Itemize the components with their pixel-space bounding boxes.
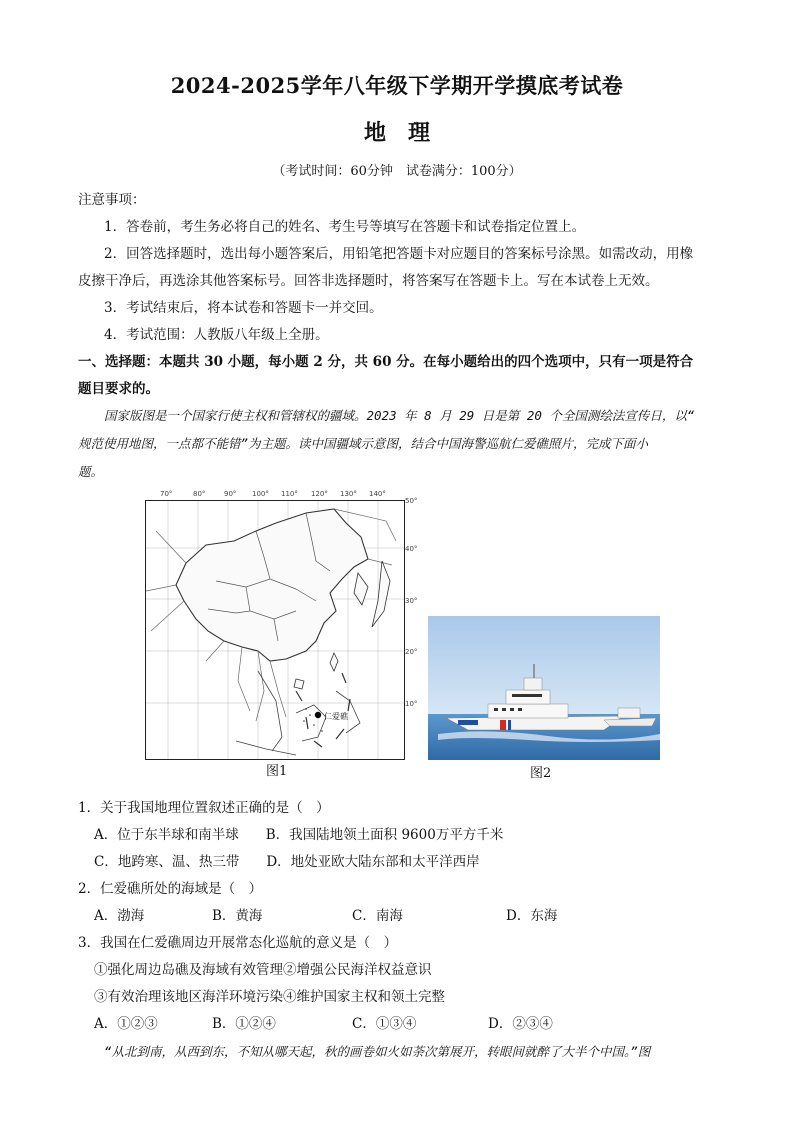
map-lon-label: 90° [224,490,237,498]
map-lon-label: 70° [160,490,173,498]
figure-2-caption: 图2 [530,766,552,781]
map-lon-label: 140° [369,490,386,498]
map-lat-label: 30° [405,597,418,605]
map-lon-label: 110° [281,490,298,498]
intro-line-3: 题。 [78,464,104,479]
nine-dash-line [296,673,350,747]
question-1-options-cd: C．地跨寒、温、热三带 D．地处亚欧大陆东部和太平洋西岸 [94,854,480,870]
map-lat-label: 10° [405,700,418,708]
exam-info: （考试时间：60分钟 试卷满分：100分） [272,164,522,179]
question-3-option-c: C．①③④ [352,1016,417,1032]
korea-japan [354,561,390,627]
notice-item-2: 2．回答选择题时，选出每小题答案后，用铅笔把答题卡对应题目的答案标号涂黑。如需改动，用橡 [104,246,694,262]
question-2-stem: 2．仁爱礁所处的海域是（ ） [78,881,263,897]
question-2-option-c: C．南海 [352,908,403,924]
figure-1-caption: 图1 [266,764,288,779]
notice-heading: 注意事项： [78,192,146,208]
question-3-option-a: A．①②③ [94,1016,158,1032]
map-lat-label: 50° [405,497,418,505]
question-2-option-a: A．渤海 [94,908,145,924]
map-lon-label: 130° [340,490,357,498]
map-lon-label: 120° [311,490,328,498]
section-heading: 一、选择题：本题共 30 小题，每小题 2 分，共 60 分。在每小题给出的四个选项中，只有一项是符合 [78,354,694,370]
question-3-option-d: D．②③④ [488,1016,553,1032]
question-3-statements-2: ③有效治理该地区海洋环境污染④维护国家主权和领土完整 [94,989,445,1005]
page-title: 2024-2025学年八年级下学期开学摸底考试卷 [170,73,624,98]
map-lat-label: 40° [405,545,418,553]
notice-item-2-cont: 皮擦干净后，再选涂其他答案标号。回答非选择题时，将答案写在答题卡上。写在本试卷上无效。 [78,273,659,289]
renai-reef-marker [315,712,321,718]
coast-guard-ship-photo [428,616,660,760]
notice-item-4: 4．考试范围：人教版八年级上全册。 [104,327,329,343]
china-territory-map [145,500,405,760]
question-2-option-b: B．黄海 [212,908,263,924]
question-3-statements-1: ①强化周边岛礁及海域有效管理②增强公民海洋权益意识 [94,962,432,978]
subject-heading: 地 理 [363,120,430,146]
map-lon-label: 80° [193,490,206,498]
intro-line-2: 规范使用地图，一点都不能错”为主题。读中国疆域示意图，结合中国海警巡航仁爱礁照片，完成下面小 [78,436,649,451]
intro-line-1: 国家版图是一个国家行使主权和管辖权的疆域。2023 年 8 月 29 日是第 20 个全国测绘法宣传日，以“ [104,408,695,423]
question-3-stem: 3．我国在仁爱礁周边开展常态化巡航的意义是（ ） [78,935,398,951]
notice-item-3: 3．考试结束后，将本试卷和答题卡一并交回。 [104,300,383,316]
china-outline [176,509,368,661]
taiwan-hainan [294,653,338,689]
question-1-options-ab: A．位于东半球和南半球 B．我国陆地领土面积 9600万平方千米 [94,827,504,843]
photo-drawing [428,616,660,760]
question-3-option-b: B．①②④ [212,1016,276,1032]
question-2-option-d: D．东海 [506,908,558,924]
notice-item-1: 1．答卷前，考生务必将自己的姓名、考生号等填写在答题卡和试卷指定位置上。 [104,219,586,235]
question-1-stem: 1．关于我国地理位置叙述正确的是（ ） [78,800,330,816]
map-lon-label: 100° [252,490,269,498]
renai-reef-label: 仁爱礁 [324,712,348,721]
map-lat-label: 20° [405,648,418,656]
map-drawing [146,501,404,759]
next-intro-line: “从北到南，从西到东，不知从哪天起，秋的画卷如火如荼次第展开，转眼间就醉了大半个中国。”图 [104,1044,651,1059]
section-heading-cont: 题目要求的。 [78,381,159,397]
